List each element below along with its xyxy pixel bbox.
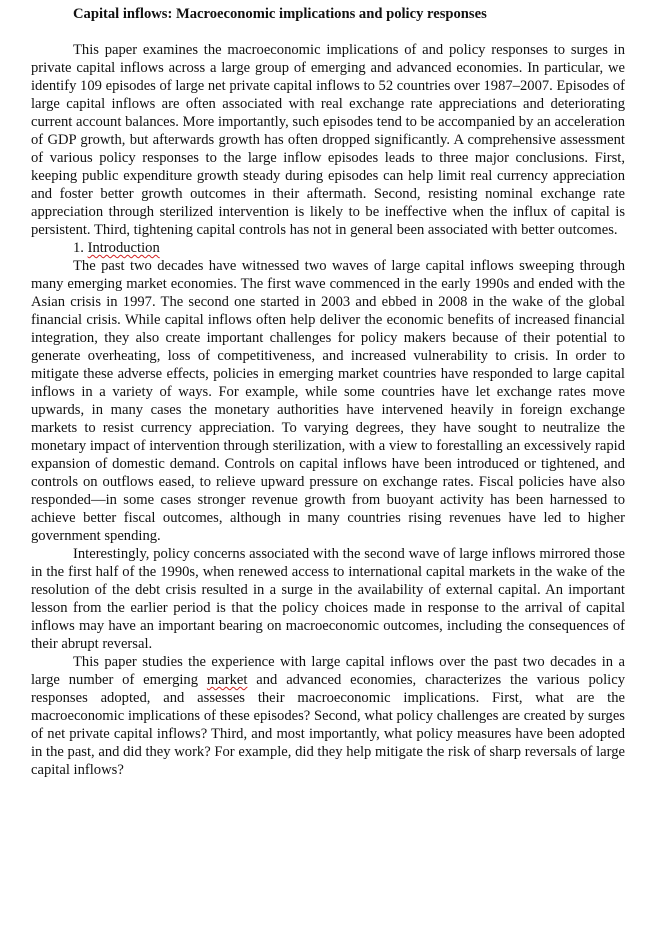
- intro-paragraph-2: Interestingly, policy concerns associated with the second wave of large inflows mirrored those in the first half of the 1990s, when renewed access to international capital markets in the wake of the resolution of the debt crisis resulted in a surge in the availability of external capital. An important lesson from the earlier period is that the policy choices made in response to the arrival of capital inflows may have an important bearing on macroeconomic outcomes, including the consequences of their abrupt reversal.: [31, 546, 625, 652]
- section-number: 1.: [73, 240, 88, 256]
- section-heading-label: Introduction: [87, 240, 160, 256]
- section-heading: [31, 239, 625, 257]
- abstract-paragraph: This paper examines the macroeconomic implications of and policy responses to surges in private capital inflows across a large group of emerging and advanced economies. In particular, we identify 109 episodes of large net private capital inflows to 52 countries over 1987–2007. Episodes of large capital inflows are often associated with real exchange rate appreciations and deteriorating current account balances. More importantly, such episodes tend to be accompanied by an acceleration of GDP growth, but afterwards growth has often dropped significantly. A comprehensive assessment of various policy responses to the large inflow episodes leads to three major conclusions. First, keeping public expenditure growth steady during episodes can help limit real currency appreciation and foster better growth outcomes in their aftermath. Second, resisting nominal exchange rate appreciation through sterilized intervention is likely to be ineffective when the influx of capital is persistent. Third, tightening capital controls has not in general been associated with better outcomes.: [31, 42, 625, 238]
- paragraph-text-before: This paper studies the experience with large capital inflows over the past two decades in a large number of emerging: [31, 654, 625, 688]
- intro-paragraph-1: The past two decades have witnessed two waves of large capital inflows sweeping through many emerging market economies. The first wave commenced in the early 1990s and ended with the Asian crisis in 1997. The second one started in 2003 and ebbed in 2008 in the wake of the global financial crisis. While capital inflows often help deliver the economic benefits of increased financial integration, they also create important challenges for policy makers because of their potential to generate overheating, loss of competitiveness, and increased vulnerability to crisis. In order to mitigate these adverse effects, policies in emerging market countries have responded to large capital inflows in a variety of ways. For example, while some countries have let exchange rates move upwards, in many cases the monetary authorities have intervened heavily in foreign exchange markets to resist currency appreciation. To varying degrees, they have sought to neutralize the monetary impact of intervention through sterilization, with a view to forestalling an excessively rapid expansion of domestic demand. Controls on capital inflows have been introduced or tightened, and controls on outflows eased, to relieve upward pressure on exchange rates. Fiscal policies have also responded—in some cases stronger revenue growth from buoyant activity has been harnessed to achieve better fiscal outcomes, although in many countries rising revenues have led to higher government spending.: [31, 258, 625, 544]
- document-title: Capital inflows: Macroeconomic implications and policy responses: [73, 6, 487, 22]
- document-page: [31, 5, 625, 779]
- spellcheck-marked-word: market: [206, 672, 248, 688]
- intro-paragraph-3: [31, 653, 625, 779]
- paragraph-text-after: and advanced economies, characterizes the various policy responses adopted, and assesses their macroeconomic implications. First, what are the macroeconomic implications of these episodes? Second, what policy challenges are created by surges of net private capital inflows? Third, and most importantly, what policy measures have been adopted in the past, and did they work? For example, did they help mitigate the risk of sharp reversals of large capital inflows?: [31, 672, 625, 778]
